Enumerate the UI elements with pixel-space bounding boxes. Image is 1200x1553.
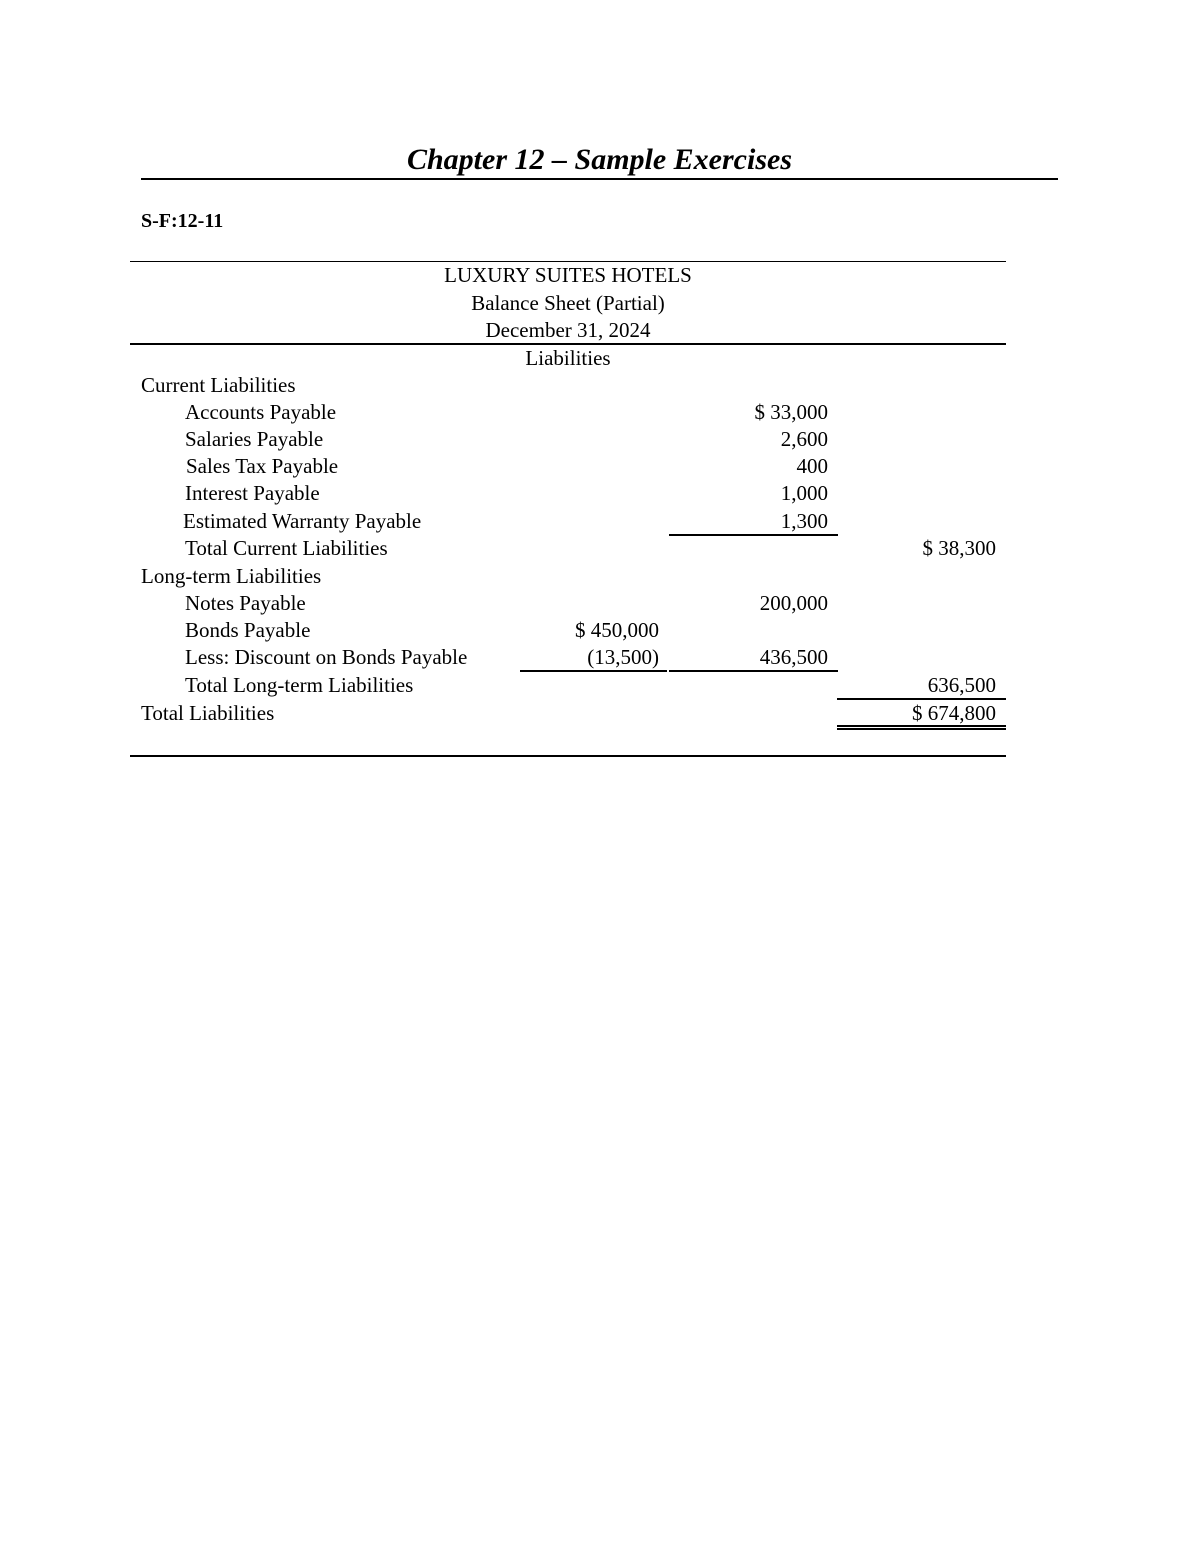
chapter-title: Chapter 12 – Sample Exercises	[406, 143, 792, 176]
line-item-row	[0, 590, 1200, 617]
title-divider	[141, 178, 1058, 180]
total-long-term-liabilities-amount: 636,500	[927, 673, 996, 697]
total-long-term-liabilities-label: Total Long-term Liabilities	[185, 673, 414, 697]
section-heading: Liabilities	[525, 346, 611, 370]
current-liabilities-heading: Current Liabilities	[141, 373, 296, 397]
total-liabilities-amount: $ 674,800	[912, 701, 996, 725]
total-current-liabilities-amount: $ 38,300	[922, 536, 996, 560]
net-bonds-amount: 436,500	[759, 645, 828, 669]
bond-discount-amount: (13,500)	[587, 645, 659, 669]
line-item-label: Estimated Warranty Payable	[183, 509, 422, 533]
line-item-amount: 2,600	[780, 427, 828, 451]
line-item-row	[0, 617, 1200, 644]
total-long-term-liabilities-row	[0, 672, 1200, 699]
line-item-row	[0, 426, 1200, 453]
bond-discount-label: Less: Discount on Bonds Payable	[185, 645, 468, 669]
line-item-amount: $ 33,000	[754, 400, 828, 424]
line-item-label: Salaries Payable	[185, 427, 324, 451]
current-liabilities-heading-row	[0, 372, 1200, 399]
line-item-label: Sales Tax Payable	[186, 454, 339, 478]
total-liabilities-label: Total Liabilities	[141, 701, 275, 725]
bonds-payable-label: Bonds Payable	[185, 618, 311, 642]
notes-payable-amount: 200,000	[759, 591, 828, 615]
notes-payable-label: Notes Payable	[185, 591, 306, 615]
total-current-liabilities-row	[0, 535, 1200, 562]
double-underline-top	[837, 725, 1006, 727]
line-item-label: Accounts Payable	[185, 400, 337, 424]
statement-name: Balance Sheet (Partial)	[471, 291, 665, 315]
statement-bottom-rule	[130, 755, 1006, 757]
line-item-label: Interest Payable	[185, 481, 320, 505]
line-item-row	[0, 399, 1200, 426]
statement-date: December 31, 2024	[485, 318, 651, 342]
line-item-row	[0, 453, 1200, 480]
exercise-id: S-F:12-11	[141, 210, 224, 232]
line-item-row	[0, 480, 1200, 507]
line-item-row	[0, 644, 1200, 671]
line-item-amount: 1,000	[780, 481, 828, 505]
line-item-row	[0, 508, 1200, 535]
total-current-liabilities-label: Total Current Liabilities	[185, 536, 388, 560]
line-item-amount: 1,300	[780, 509, 828, 533]
company-name: LUXURY SUITES HOTELS	[444, 263, 692, 287]
bonds-payable-amount: $ 450,000	[575, 618, 659, 642]
total-liabilities-row	[0, 700, 1200, 727]
line-item-amount: 400	[796, 454, 828, 478]
long-term-liabilities-heading-row	[0, 563, 1200, 590]
double-underline-bottom	[837, 728, 1006, 730]
long-term-liabilities-heading: Long-term Liabilities	[141, 564, 322, 588]
